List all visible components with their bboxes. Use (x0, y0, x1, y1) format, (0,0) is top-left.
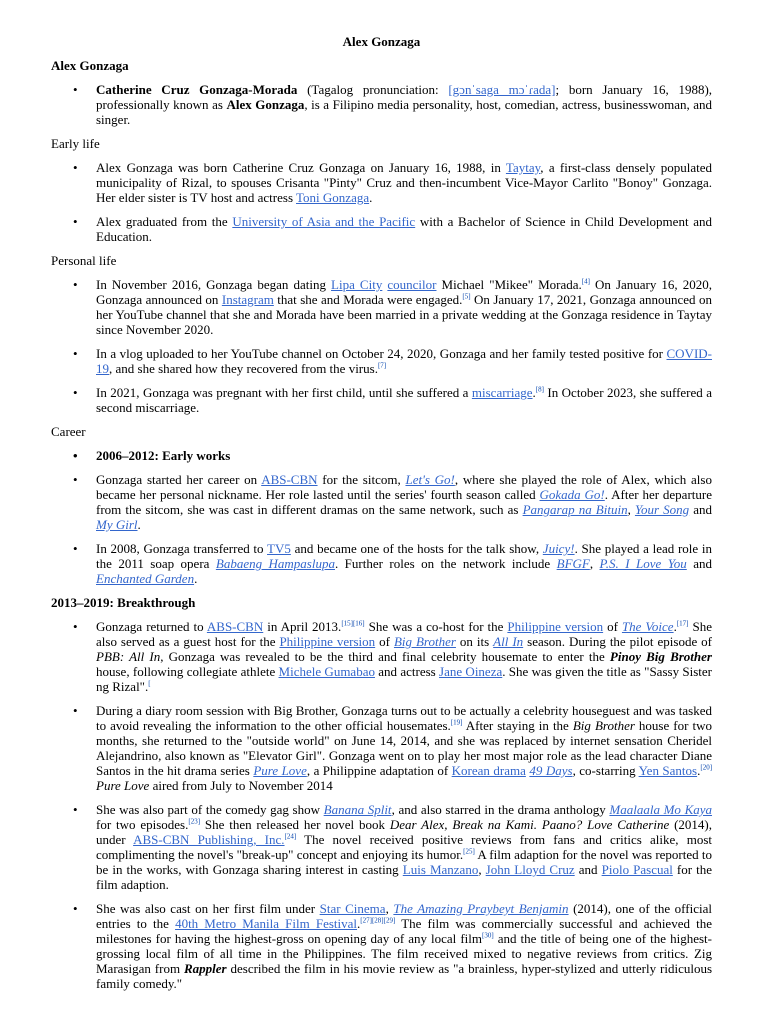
text: , Gonzaga was revealed to be the third and final celebrity housemate to enter the (160, 649, 610, 664)
early-life-list (51, 160, 712, 244)
pronunciation-link[interactable]: [gɔnˈsaga mɔˈɾada] (448, 82, 556, 97)
text: She also served as a guest host for the (96, 619, 713, 649)
text: , (627, 502, 635, 517)
text: Michael "Mikee" Morada. (436, 277, 582, 292)
citation[interactable]: [25] (463, 847, 475, 856)
text: , a Philippine adaptation of (306, 763, 452, 778)
link-toni-gonzaga[interactable]: Toni Gonzaga (296, 190, 370, 205)
personal-life-paragraph-1 (51, 277, 712, 337)
full-name: Catherine Cruz Gonzaga-Morada (96, 82, 298, 97)
link-abs-cbn-publishing[interactable]: ABS-CBN Publishing, Inc. (133, 832, 285, 847)
text: Gonzaga returned to (96, 619, 207, 634)
text: In November 2016, Gonzaga began dating (96, 277, 332, 292)
link-big-brother[interactable]: Big Brother (393, 634, 456, 649)
link-abs-cbn-2[interactable]: ABS-CBN (206, 619, 264, 634)
link-councilor[interactable]: councilor (387, 277, 437, 292)
link-taytay[interactable]: Taytay (505, 160, 541, 175)
italic-text: Pinoy Big Brother (609, 649, 712, 664)
text: . (137, 517, 141, 532)
text: , and she shared how they recovered from the virus. (109, 361, 378, 376)
text: During a diary room session with Big Brother, Gonzaga turns out to be actually a celebrity houseguest and was tasked to avoid revealing the information to the other official housemates. (96, 703, 712, 733)
text: On January 16, 2020, Gonzaga announced on (96, 277, 712, 307)
text: In 2021, Gonzaga was pregnant with her first child, until she suffered a (96, 385, 472, 400)
link-philippine-version[interactable]: Philippine version (507, 619, 604, 634)
article-heading: Alex Gonzaga (51, 58, 129, 73)
breakthrough-list (51, 619, 712, 991)
text: ; born January 16, 1988), professionally known as (96, 82, 713, 112)
text: After staying in the (462, 718, 573, 733)
text: . She played a lead role in the 2011 soap opera (96, 541, 712, 571)
link-lets-go[interactable]: Let's Go! (405, 472, 455, 487)
citation[interactable]: [23] (188, 817, 201, 826)
link-banana-split[interactable]: Banana Split (323, 802, 392, 817)
citation[interactable]: [8] (535, 385, 544, 394)
breakthrough-paragraph-1 (51, 619, 712, 694)
link-michele-gumabao[interactable]: Michele Gumabao (278, 664, 375, 679)
italic-text: PBB: All In (96, 649, 161, 664)
text: She then released her novel book (200, 817, 390, 832)
citation[interactable]: [15][16] (341, 619, 365, 628)
text: for the film adaption. (96, 862, 713, 892)
text: for two episodes. (96, 817, 189, 832)
career-list (51, 448, 712, 586)
link-john-lloyd-cruz[interactable]: John Lloyd Cruz (485, 862, 575, 877)
link-star-cinema[interactable]: Star Cinema (319, 901, 386, 916)
text: , (385, 901, 394, 916)
text: In 2008, Gonzaga transferred to (96, 541, 268, 556)
text: , where she played the role of Alex, which also became her personal nickname. Her role lasted until the series' fourth season called (96, 472, 712, 502)
career-paragraph-2 (51, 541, 712, 586)
link-bfgf[interactable]: BFGF (556, 556, 590, 571)
text: . (194, 571, 198, 586)
text: . She was given the title as "Sassy Sister ng Rizal". (96, 664, 712, 694)
text: and actress (374, 664, 440, 679)
link-40th-mmff[interactable]: 40th Metro Manila Film Festival (175, 916, 358, 931)
text: . (369, 190, 373, 205)
text: on its (455, 634, 494, 649)
link-your-song[interactable]: Your Song (634, 502, 690, 517)
text: . After her departure from the sitcom, she was cast in different dramas on the same network, such as (96, 487, 712, 517)
text: and (574, 862, 602, 877)
link-philippine-version-2[interactable]: Philippine version (279, 634, 376, 649)
text: , (589, 556, 600, 571)
early-life-paragraph-2 (51, 214, 712, 244)
breakthrough-paragraph-2 (51, 703, 712, 793)
text: house, following collegiate athlete (96, 664, 279, 679)
link-covid-19[interactable]: COVID-19 (96, 346, 712, 376)
link-luis-manzano[interactable]: Luis Manzano (402, 862, 479, 877)
italic-text: Big Brother (572, 718, 635, 733)
link-miscarriage[interactable]: miscarriage (471, 385, 533, 400)
citation[interactable]: [4] (581, 277, 590, 286)
text: for the sitcom, (317, 472, 406, 487)
personal-life-paragraph-3 (51, 385, 712, 415)
text: Gonzaga started her career on (96, 472, 262, 487)
intro-list (51, 82, 712, 127)
text: The film was commercially successful and achieved the milestones for having the highest-gross on opening day of any local film (96, 916, 712, 946)
personal-life-list (51, 277, 712, 415)
link-amazing-praybeyt-benjamin[interactable]: The Amazing Praybeyt Benjamin (393, 901, 569, 916)
link-yen-santos[interactable]: Yen Santos (638, 763, 698, 778)
link-enchanted-garden[interactable]: Enchanted Garden (96, 571, 195, 586)
text: . (357, 916, 361, 931)
italic-text: Rappler (183, 961, 227, 976)
breakthrough-paragraph-3 (51, 802, 712, 892)
text: of (375, 634, 394, 649)
text: , (478, 862, 486, 877)
link-pure-love[interactable]: Pure Love (253, 763, 307, 778)
link-lipa-city[interactable]: Lipa City (331, 277, 383, 292)
text: season. During the pilot episode of (523, 634, 713, 649)
section-heading-early-life: Early life (51, 136, 100, 151)
text: and (689, 502, 713, 517)
link-pangarap-na-bituin[interactable]: Pangarap na Bituin (522, 502, 628, 517)
section-heading-personal-life: Personal life (51, 253, 117, 268)
intro-paragraph (51, 82, 712, 127)
link-instagram[interactable]: Instagram (221, 292, 274, 307)
text: (2014), under (96, 817, 712, 847)
citation[interactable]: [17] (676, 619, 689, 628)
text: The novel received positive reviews from fans and critics alike, most complimenting the novel's "break-up" concept and enjoying its humor. (96, 832, 712, 862)
text: (Tagalog pronunciation: (297, 82, 449, 97)
text: . (532, 385, 536, 400)
subsection-heading-early-works: • 2006–2012: Early works (51, 448, 712, 463)
text: house for two months, she returned to the "outside world" on June 14, 2014, and she was replaced by internet sensation Cheridel Alejandrino, also known as "Elevator Girl". Gonzaga went on to play her most major role as the lead character Diane Santos in the hit drama series (96, 718, 712, 778)
citation[interactable]: [30] (482, 931, 494, 940)
text: , a first-class densely populated municipality of Rizal, to spouses Crisanta "Pinty" Cruz and then-incumbent Vice-Mayor Carlito "Bonoy" Gonzaga. Her elder sister is TV host and actress (96, 160, 712, 205)
link-49-days[interactable]: 49 Days (529, 763, 573, 778)
section-heading-career: Career (51, 424, 86, 439)
text: aired from July to November 2014 (149, 778, 333, 793)
early-life-paragraph-1 (51, 160, 712, 205)
stage-name: Alex Gonzaga (226, 97, 305, 112)
text: and the title of being one of the highest-grossing local film of all time in the Philippines. The film received mixed to negative reviews from critics. Zig Marasigan from (96, 931, 712, 976)
citation[interactable]: [24] (284, 832, 297, 841)
link-the-voice[interactable]: The Voice (621, 619, 674, 634)
citation[interactable]: [20] (700, 763, 713, 772)
text: and (686, 556, 712, 571)
link-tv5[interactable]: TV5 (267, 541, 291, 556)
link-gokada-go[interactable]: Gokada Go! (539, 487, 605, 502)
citation[interactable]: [7] (377, 361, 387, 370)
text: and became one of the hosts for the talk show, (290, 541, 543, 556)
text: in April 2013. (263, 619, 342, 634)
citation[interactable]: [5] (462, 292, 471, 301)
text: In a vlog uploaded to her YouTube channel on October 24, 2020, Gonzaga and her family tested positive for (96, 346, 667, 361)
personal-life-paragraph-2 (51, 346, 712, 376)
link-ps-i-love-you[interactable]: P.S. I Love You (599, 556, 687, 571)
text: She was also cast on her first film under (96, 901, 320, 916)
text: . (697, 763, 701, 778)
text: In October 2023, she suffered a second miscarriage. (96, 385, 712, 415)
link-my-girl[interactable]: My Girl (96, 517, 138, 532)
link-maalaala-mo-kaya[interactable]: Maalaala Mo Kaya (609, 802, 713, 817)
text: Alex Gonzaga was born Catherine Cruz Gonzaga on January 16, 1988, in (96, 160, 506, 175)
text: described the film in his movie review as "a brainless, hyper-stylized and utterly ridiculous family comedy." (96, 961, 713, 991)
link-babaeng-hampaslupa[interactable]: Babaeng Hampaslupa (215, 556, 335, 571)
text: . (673, 619, 677, 634)
text: On January 17, 2021, Gonzaga announced on her YouTube channel that she and Morada have been married in a private wedding at the Gonzaga residence in Taytay since November 2020. (96, 292, 713, 337)
italic-text: Dear Alex, Break na Kami. Paano? Love Catherine (389, 817, 670, 832)
text: that she and Morada were engaged. (273, 292, 463, 307)
text: Alex graduated from the (96, 214, 233, 229)
link-abs-cbn[interactable]: ABS-CBN (261, 472, 318, 487)
link-uap[interactable]: University of Asia and the Pacific (232, 214, 416, 229)
text: with a Bachelor of Science in Child Development and Education. (96, 214, 712, 244)
text: , is a Filipino media personality, host, comedian, actress, businesswoman, and singer. (96, 97, 712, 127)
link-jane-oineza[interactable]: Jane Oineza (439, 664, 503, 679)
citation[interactable]: [27][28][29] (360, 916, 396, 925)
citation[interactable]: [19] (450, 718, 463, 727)
text: , and also starred in the drama anthology (391, 802, 610, 817)
breakthrough-paragraph-4 (51, 901, 712, 991)
text: of (603, 619, 622, 634)
text: , co-starring (572, 763, 639, 778)
citation[interactable]: [ (148, 679, 151, 688)
link-piolo-pascual[interactable]: Piolo Pascual (601, 862, 673, 877)
italic-text: Pure Love (96, 778, 150, 793)
link-all-in[interactable]: All In (493, 634, 524, 649)
career-paragraph-1 (51, 472, 712, 532)
text: She was a co-host for the (364, 619, 508, 634)
text: (2014), one of the official entries to the (96, 901, 712, 931)
text: A film adaption for the novel was reported to be in the works, with Gonzaga sharing interest in casting (96, 847, 713, 877)
section-heading-breakthrough: 2013–2019: Breakthrough (51, 595, 196, 610)
link-korean-drama[interactable]: Korean drama (451, 763, 526, 778)
document-title: Alex Gonzaga (342, 34, 421, 49)
text: . Further roles on the network include (334, 556, 557, 571)
text: She was also part of the comedy gag show (96, 802, 324, 817)
link-juicy[interactable]: Juicy! (542, 541, 575, 556)
